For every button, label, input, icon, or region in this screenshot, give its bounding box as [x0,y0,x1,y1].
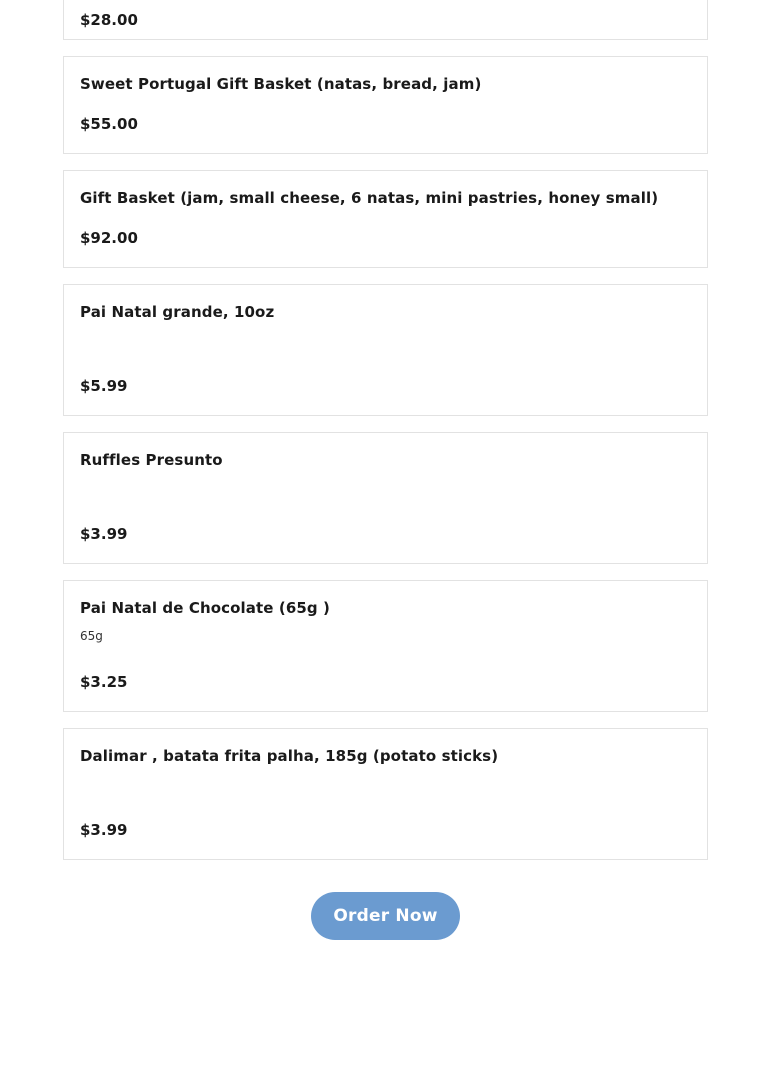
product-price: $5.99 [80,377,128,395]
product-name: Gift Basket (jam, small cheese, 6 natas, mini pastries, honey small) [80,189,659,207]
product-card[interactable] [63,580,708,712]
product-description: 65g [80,629,103,643]
product-card[interactable] [63,56,708,154]
product-name: Ruffles Presunto [80,451,223,469]
product-name: Dalimar , batata frita palha, 185g (potato sticks) [80,747,499,765]
product-price: $3.99 [80,821,128,839]
product-name: Sweet Portugal Gift Basket (natas, bread, jam) [80,75,482,93]
product-price: $3.25 [80,673,128,691]
order-now-button[interactable]: Order Now [311,892,460,940]
product-price: $28.00 [80,11,138,29]
product-card[interactable] [63,0,708,40]
product-card[interactable] [63,728,708,860]
product-card[interactable] [63,170,708,268]
product-name: Pai Natal de Chocolate (65g ) [80,599,331,617]
product-price: $92.00 [80,229,138,247]
product-price: $55.00 [80,115,138,133]
product-price: $3.99 [80,525,128,543]
product-card[interactable] [63,284,708,416]
product-name: Pai Natal grande, 10oz [80,303,275,321]
product-card[interactable] [63,432,708,564]
